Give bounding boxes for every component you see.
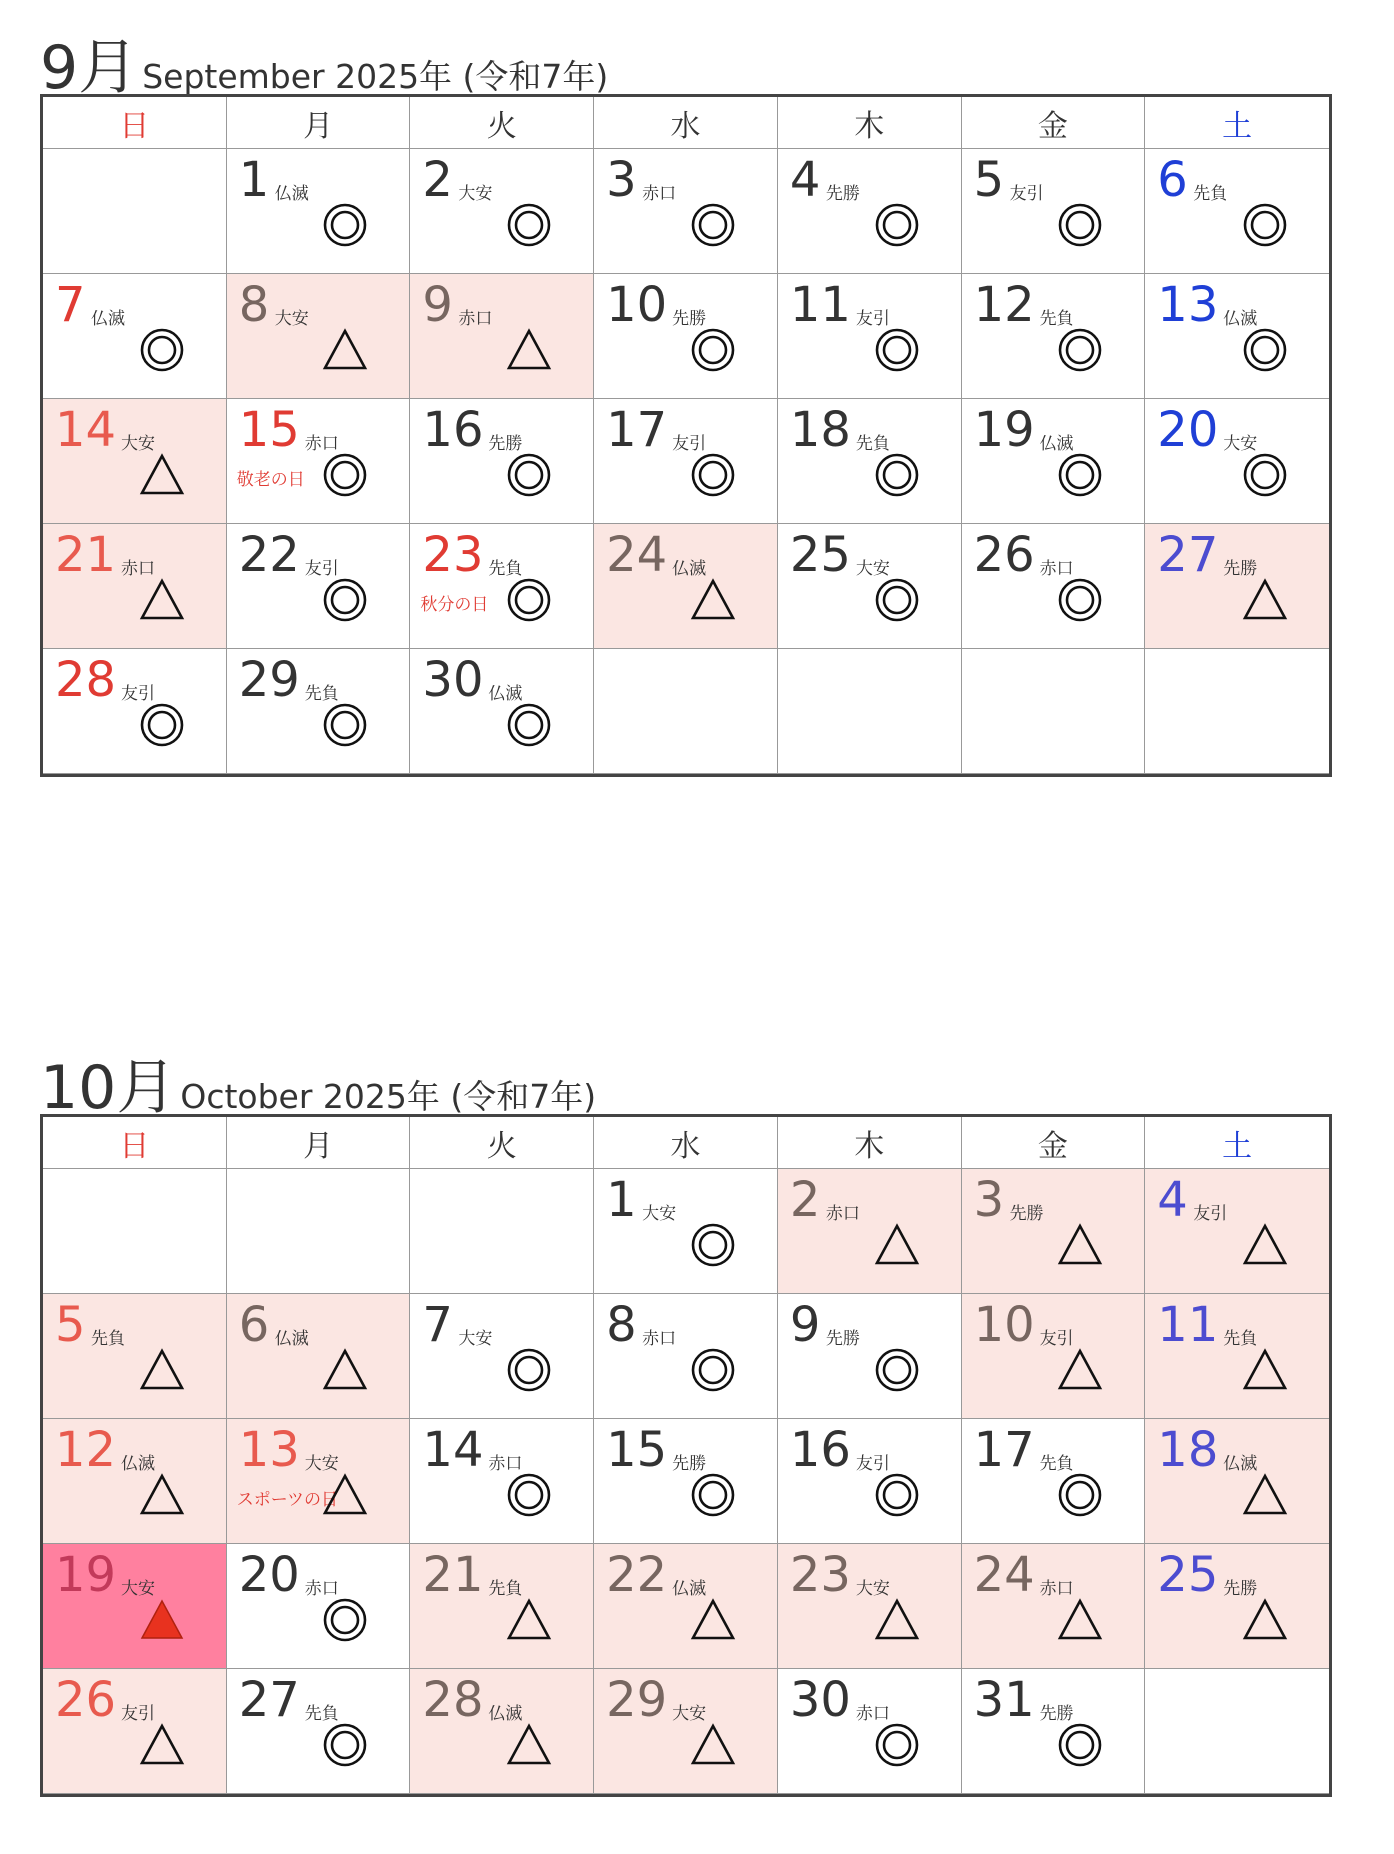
empty-cell: [778, 649, 962, 774]
day-cell: [43, 1669, 227, 1794]
rokuyo-label: 大安: [672, 1704, 707, 1724]
day-cell: [227, 649, 411, 774]
rokuyo-label: 大安: [458, 184, 493, 204]
rokuyo-label: 仏滅: [488, 684, 523, 704]
day-cell: [410, 1419, 594, 1544]
rokuyo-label: 仏滅: [1039, 434, 1074, 454]
rokuyo-label: 友引: [121, 684, 155, 704]
day-number: 10: [606, 277, 668, 333]
weekday-header: 木: [778, 1117, 962, 1169]
triangle-icon: [1241, 576, 1289, 624]
day-cell: [962, 1419, 1146, 1544]
weekday-header: 火: [410, 1117, 594, 1169]
triangle-icon: [1241, 1221, 1289, 1269]
rokuyo-label: 赤口: [855, 1704, 890, 1724]
calendar-grid: [40, 94, 1332, 777]
day-number: 13: [1157, 277, 1219, 333]
day-number: 17: [606, 402, 668, 458]
day-number: 15: [238, 402, 300, 458]
day-cell: [43, 1294, 227, 1419]
rokuyo-label: 大安: [458, 1329, 493, 1349]
double-circle-icon: [321, 1596, 369, 1644]
double-circle-icon: [873, 576, 921, 624]
day-cell: [1145, 524, 1329, 649]
rokuyo-label: 友引: [121, 1704, 155, 1724]
day-number: 21: [422, 1547, 484, 1603]
day-cell: [410, 1544, 594, 1669]
weekday-header: 日: [43, 97, 227, 149]
day-cell: [962, 1169, 1146, 1294]
rokuyo-label: 友引: [855, 309, 890, 329]
rokuyo-label: 赤口: [304, 1579, 339, 1599]
empty-cell: [1145, 1669, 1329, 1794]
triangle-icon: [505, 326, 553, 374]
triangle-icon: [505, 1596, 553, 1644]
day-number: 9: [789, 1297, 821, 1353]
month-number: 9月: [40, 33, 139, 103]
rokuyo-label: 赤口: [488, 1454, 523, 1474]
weekday-header: 金: [962, 97, 1146, 149]
day-number: 16: [422, 402, 484, 458]
rokuyo-label: 仏滅: [274, 184, 309, 204]
double-circle-icon: [1056, 451, 1104, 499]
double-circle-icon: [873, 1471, 921, 1519]
triangle-icon: [1056, 1346, 1104, 1394]
day-cell: [1145, 274, 1329, 399]
rokuyo-label: 先負: [488, 559, 523, 579]
day-number: 17: [973, 1422, 1035, 1478]
day-number: 24: [606, 527, 668, 583]
day-cell: [227, 1669, 411, 1794]
day-number: 26: [55, 1672, 117, 1728]
triangle-icon: [321, 1346, 369, 1394]
day-cell: [410, 149, 594, 274]
day-cell: [227, 1419, 411, 1544]
triangle-icon: [321, 1471, 369, 1519]
day-number: 20: [238, 1547, 300, 1603]
rokuyo-label: 先負: [855, 434, 890, 454]
day-number: 11: [1157, 1297, 1219, 1353]
day-number: 19: [973, 402, 1035, 458]
double-circle-icon: [1056, 326, 1104, 374]
day-cell: [1145, 399, 1329, 524]
double-circle-icon: [505, 451, 553, 499]
day-number: 22: [238, 527, 300, 583]
weekday-header: 水: [594, 1117, 778, 1169]
day-number: 1: [606, 1172, 637, 1228]
day-cell: [594, 1169, 778, 1294]
double-circle-icon: [321, 1721, 369, 1769]
rokuyo-label: 赤口: [304, 434, 339, 454]
month-subtitle: October 2025年 (令和7年): [180, 1077, 597, 1116]
day-cell: [962, 524, 1146, 649]
triangle-icon: [138, 1346, 186, 1394]
triangle-icon: [1241, 1471, 1289, 1519]
rokuyo-label: 先勝: [1223, 1579, 1258, 1599]
double-circle-icon: [138, 326, 186, 374]
day-number: 23: [422, 527, 484, 583]
triangle-icon: [138, 1471, 186, 1519]
double-circle-icon: [505, 1471, 553, 1519]
day-number: 11: [789, 277, 851, 333]
day-number: 3: [606, 152, 637, 208]
day-cell: [778, 149, 962, 274]
holiday-name: 敬老の日: [236, 470, 305, 490]
rokuyo-label: 先負: [1039, 309, 1074, 329]
day-cell: [962, 1544, 1146, 1669]
day-number: 30: [422, 652, 484, 708]
rokuyo-label: 赤口: [1039, 559, 1074, 579]
rokuyo-label: 仏滅: [1223, 1454, 1258, 1474]
day-cell: [594, 524, 778, 649]
rokuyo-label: 仏滅: [121, 1454, 155, 1474]
day-cell: [410, 1294, 594, 1419]
day-number: 5: [973, 152, 1005, 208]
rokuyo-label: 仏滅: [274, 1329, 309, 1349]
rokuyo-label: 大安: [121, 1579, 155, 1599]
day-number: 2: [789, 1172, 821, 1228]
day-cell: [43, 1419, 227, 1544]
rokuyo-label: 仏滅: [91, 309, 125, 329]
day-number: 23: [789, 1547, 851, 1603]
rokuyo-label: 先負: [1039, 1454, 1074, 1474]
day-cell: [962, 1669, 1146, 1794]
double-circle-icon: [505, 1346, 553, 1394]
triangle-icon: [138, 1721, 186, 1769]
day-cell: [962, 274, 1146, 399]
day-cell: [1145, 1419, 1329, 1544]
day-number: 8: [606, 1297, 637, 1353]
day-number: 7: [422, 1297, 453, 1353]
double-circle-icon: [1056, 576, 1104, 624]
day-cell: [410, 1669, 594, 1794]
rokuyo-label: 仏滅: [1223, 309, 1258, 329]
day-cell: [410, 649, 594, 774]
day-cell: [778, 1419, 962, 1544]
day-number: 16: [789, 1422, 851, 1478]
triangle-icon: [321, 326, 369, 374]
rokuyo-label: 赤口: [458, 309, 493, 329]
day-cell: [227, 274, 411, 399]
rokuyo-label: 仏滅: [672, 559, 707, 579]
triangle-icon: [138, 576, 186, 624]
empty-cell: [1145, 649, 1329, 774]
rokuyo-label: 赤口: [825, 1204, 860, 1224]
double-circle-icon: [689, 451, 737, 499]
weekday-header: 日: [43, 1117, 227, 1169]
day-cell: [227, 149, 411, 274]
day-number: 28: [55, 652, 117, 708]
double-circle-icon: [505, 576, 553, 624]
double-circle-icon: [1241, 326, 1289, 374]
day-number: 18: [1157, 1422, 1219, 1478]
rokuyo-label: 仏滅: [488, 1704, 523, 1724]
day-cell: [778, 1544, 962, 1669]
triangle-icon: [1241, 1346, 1289, 1394]
rokuyo-label: 先勝: [1223, 559, 1258, 579]
day-cell: [778, 1669, 962, 1794]
day-cell: [43, 524, 227, 649]
day-number: 22: [606, 1547, 668, 1603]
day-number: 1: [238, 152, 270, 208]
rokuyo-label: 先負: [1193, 184, 1228, 204]
day-number: 9: [422, 277, 453, 333]
double-circle-icon: [689, 326, 737, 374]
day-number: 2: [422, 152, 453, 208]
triangle-icon: [1056, 1596, 1104, 1644]
double-circle-icon: [1056, 1721, 1104, 1769]
rokuyo-label: 友引: [1009, 184, 1044, 204]
day-number: 12: [55, 1422, 117, 1478]
day-cell: [962, 149, 1146, 274]
month-subtitle: September 2025年 (令和7年): [142, 57, 609, 96]
day-number: 29: [606, 1672, 668, 1728]
calendar-grid: [40, 1114, 1332, 1797]
day-number: 18: [789, 402, 851, 458]
day-number: 8: [238, 277, 270, 333]
double-circle-icon: [1056, 1471, 1104, 1519]
day-cell: [594, 1544, 778, 1669]
day-cell: [410, 274, 594, 399]
rokuyo-label: 先勝: [672, 309, 707, 329]
double-circle-icon: [1241, 201, 1289, 249]
empty-cell: [962, 649, 1146, 774]
rokuyo-label: 友引: [672, 434, 707, 454]
holiday-name: スポーツの日: [236, 1490, 339, 1510]
triangle-icon: [1241, 1596, 1289, 1644]
triangle-icon: [505, 1721, 553, 1769]
rokuyo-label: 赤口: [642, 1329, 677, 1349]
triangle-icon: [138, 451, 186, 499]
day-number: 15: [606, 1422, 668, 1478]
weekday-header: 土: [1145, 1117, 1329, 1169]
rokuyo-label: 先負: [91, 1329, 125, 1349]
triangle-icon: [689, 1721, 737, 1769]
rokuyo-label: 友引: [1039, 1329, 1074, 1349]
day-number: 14: [422, 1422, 484, 1478]
rokuyo-label: 先負: [304, 1704, 339, 1724]
double-circle-icon: [873, 1346, 921, 1394]
double-circle-icon: [689, 1346, 737, 1394]
rokuyo-label: 赤口: [642, 184, 677, 204]
day-cell: [1145, 149, 1329, 274]
day-number: 26: [973, 527, 1035, 583]
day-cell: [1145, 1544, 1329, 1669]
day-cell: [594, 399, 778, 524]
day-cell: [410, 524, 594, 649]
day-number: 4: [789, 152, 821, 208]
day-number: 14: [55, 402, 117, 458]
empty-cell: [594, 649, 778, 774]
day-number: 25: [1157, 1547, 1219, 1603]
rokuyo-label: 大安: [855, 559, 890, 579]
double-circle-icon: [689, 1221, 737, 1269]
rokuyo-label: 友引: [855, 1454, 890, 1474]
day-cell: [778, 1169, 962, 1294]
day-number: 5: [55, 1297, 86, 1353]
day-cell: [594, 1669, 778, 1794]
triangle-icon: [689, 1596, 737, 1644]
empty-cell: [227, 1169, 411, 1294]
day-number: 27: [238, 1672, 300, 1728]
day-number: 20: [1157, 402, 1219, 458]
day-cell: [594, 274, 778, 399]
day-cell: [227, 1544, 411, 1669]
rokuyo-label: 先勝: [1039, 1704, 1074, 1724]
double-circle-icon: [321, 451, 369, 499]
weekday-header: 木: [778, 97, 962, 149]
rokuyo-label: 大安: [855, 1579, 890, 1599]
day-cell: [43, 1544, 227, 1669]
double-circle-icon: [321, 701, 369, 749]
day-cell: [594, 1419, 778, 1544]
day-cell: [778, 1294, 962, 1419]
day-cell: [594, 1294, 778, 1419]
day-cell: [778, 274, 962, 399]
rokuyo-label: 大安: [274, 309, 309, 329]
double-circle-icon: [505, 701, 553, 749]
rokuyo-label: 先負: [488, 1579, 523, 1599]
rokuyo-label: 先負: [1223, 1329, 1258, 1349]
rokuyo-label: 先勝: [825, 184, 860, 204]
day-cell: [227, 524, 411, 649]
double-circle-icon: [873, 1721, 921, 1769]
day-cell: [1145, 1169, 1329, 1294]
day-number: 28: [422, 1672, 484, 1728]
rokuyo-label: 仏滅: [672, 1579, 707, 1599]
double-circle-icon: [873, 201, 921, 249]
double-circle-icon: [321, 201, 369, 249]
day-cell: [43, 649, 227, 774]
weekday-header: 月: [227, 97, 411, 149]
day-number: 31: [973, 1672, 1035, 1728]
day-cell: [962, 1294, 1146, 1419]
day-number: 27: [1157, 527, 1219, 583]
rokuyo-label: 大安: [121, 434, 155, 454]
day-number: 24: [973, 1547, 1035, 1603]
double-circle-icon: [1241, 451, 1289, 499]
rokuyo-label: 大安: [1223, 434, 1258, 454]
day-number: 19: [55, 1547, 117, 1603]
double-circle-icon: [321, 576, 369, 624]
day-number: 6: [1157, 152, 1188, 208]
day-number: 10: [973, 1297, 1035, 1353]
day-number: 3: [973, 1172, 1005, 1228]
empty-cell: [43, 1169, 227, 1294]
day-cell: [227, 1294, 411, 1419]
day-number: 7: [55, 277, 86, 333]
triangle-icon: [873, 1596, 921, 1644]
double-circle-icon: [505, 201, 553, 249]
weekday-header: 火: [410, 97, 594, 149]
day-number: 21: [55, 527, 117, 583]
rokuyo-label: 先勝: [825, 1329, 860, 1349]
day-cell: [1145, 1294, 1329, 1419]
double-circle-icon: [873, 326, 921, 374]
day-number: 30: [789, 1672, 851, 1728]
day-number: 29: [238, 652, 300, 708]
rokuyo-label: 赤口: [121, 559, 155, 579]
day-cell: [410, 399, 594, 524]
empty-cell: [410, 1169, 594, 1294]
double-circle-icon: [138, 701, 186, 749]
rokuyo-label: 大安: [642, 1204, 677, 1224]
weekday-header: 土: [1145, 97, 1329, 149]
triangle-icon: [1056, 1221, 1104, 1269]
day-number: 6: [238, 1297, 270, 1353]
rokuyo-label: 先勝: [672, 1454, 707, 1474]
empty-cell: [43, 149, 227, 274]
double-circle-icon: [1056, 201, 1104, 249]
rokuyo-label: 先勝: [1009, 1204, 1044, 1224]
weekday-header: 水: [594, 97, 778, 149]
triangle-icon: [873, 1221, 921, 1269]
triangle-icon: [689, 576, 737, 624]
day-cell: [43, 399, 227, 524]
weekday-header: 月: [227, 1117, 411, 1169]
day-number: 4: [1157, 1172, 1188, 1228]
day-cell: [778, 524, 962, 649]
holiday-name: 秋分の日: [420, 595, 489, 615]
rokuyo-label: 大安: [304, 1454, 339, 1474]
double-circle-icon: [689, 201, 737, 249]
double-circle-icon: [689, 1471, 737, 1519]
rokuyo-label: 友引: [304, 559, 339, 579]
rokuyo-label: 赤口: [1039, 1579, 1074, 1599]
rokuyo-label: 先勝: [488, 434, 523, 454]
day-cell: [778, 399, 962, 524]
day-cell: [43, 274, 227, 399]
day-cell: [594, 149, 778, 274]
rokuyo-label: 先負: [304, 684, 339, 704]
weekday-header: 金: [962, 1117, 1146, 1169]
rokuyo-label: 友引: [1193, 1204, 1228, 1224]
day-number: 13: [238, 1422, 300, 1478]
day-cell: [962, 399, 1146, 524]
day-number: 25: [789, 527, 851, 583]
double-circle-icon: [873, 451, 921, 499]
day-number: 12: [973, 277, 1035, 333]
month-number: 10月: [40, 1053, 177, 1123]
filled-triangle-icon: [138, 1596, 186, 1644]
day-cell: [227, 399, 411, 524]
